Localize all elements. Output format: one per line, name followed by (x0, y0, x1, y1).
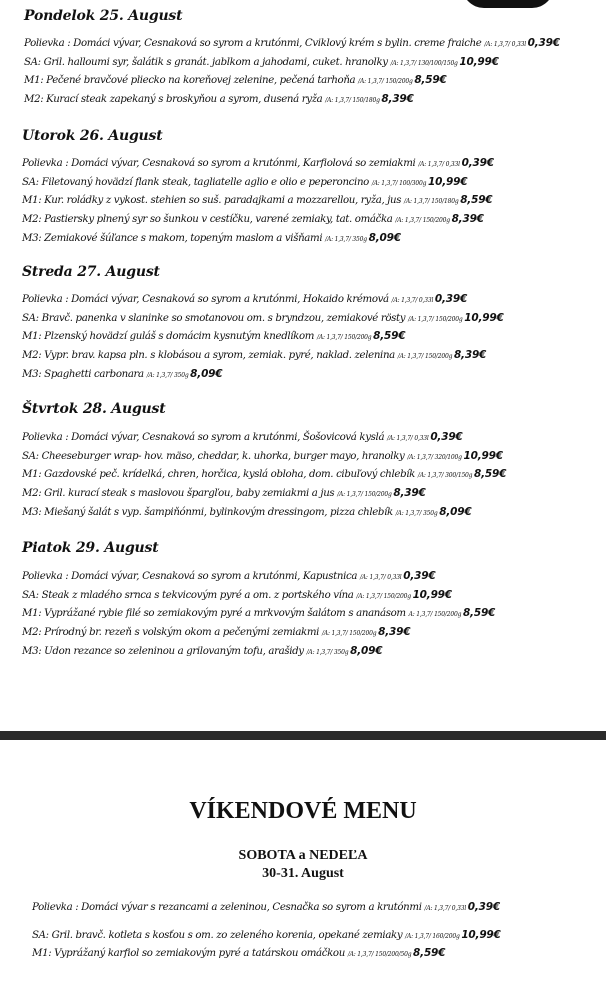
item-price: 8,59€ (474, 468, 507, 481)
item-text: M1: Plzenský hovädzí guláš s domácim kysnutým knedlíkom (22, 331, 317, 343)
menu-item (0, 72, 606, 91)
item-meta: /A: 1,3,7/ 160/200g (405, 932, 462, 940)
menu-item (0, 504, 606, 523)
item-price: 8,59€ (413, 947, 446, 960)
menu-item (0, 291, 606, 310)
item-meta: /A: 1,3,7/ 150/200g (321, 630, 379, 638)
menu-item (0, 35, 606, 54)
item-price: 8,09€ (368, 231, 401, 244)
item-price: 0,39€ (434, 293, 468, 305)
item-text: SA: Filetovaný hovädzí flank steak, tagliatelle aglio e olio e peperoncino (22, 176, 372, 188)
item-price: 8,09€ (190, 367, 223, 380)
day-title: Streda 27. August (22, 264, 160, 280)
day-title: Piatok 29. August (22, 540, 159, 556)
item-text: M2: Vypr. brav. kapsa pln. s klobásou a syrom, zemiak. pyré, naklad. zelenina (22, 350, 398, 362)
item-text: M3: Miešaný šalát s vyp. šampiňónmi, bylinkovým dressingom, pizza chlebík (22, 506, 396, 518)
item-price: 0,39€ (467, 901, 500, 913)
item-text: M1: Gazdovské peč. krídelká, chren, horčica, kyslá obloha, dom. cibuľový chlebík (22, 469, 418, 481)
item-text: SA: Bravč. panenka v slaninke so smotanovou om. s bryndzou, zemiakové rösty (22, 312, 409, 324)
item-price: 8,39€ (378, 626, 411, 639)
item-meta: /A: 1,3,7/ 150/200g (358, 78, 415, 86)
item-text: M2: Gril. kurací steak s maslovou špargľou, baby zemiakmi a jus (22, 488, 338, 500)
item-price: 0,39€ (430, 431, 463, 443)
item-meta: /A: 1,3,7/ 150/200g (317, 334, 374, 342)
item-meta: /A: 1,3,7/ 150/200g (395, 217, 452, 225)
item-price: 8,59€ (460, 194, 493, 207)
item-price: 0,39€ (403, 570, 436, 582)
item-meta: /A: 1,3,7/ 0,33l (359, 574, 404, 581)
item-meta: /A: 1,3,7/ 0,33l (391, 297, 435, 304)
item-price: 8,39€ (451, 213, 484, 226)
item-price: 0,39€ (461, 157, 494, 169)
item-text: M1: Pečené bravčové pliecko na koreňovej zelenine, pečená tarhoňa (24, 75, 359, 87)
menu-item (0, 899, 606, 918)
item-price: 8,59€ (414, 74, 447, 87)
menu-item (0, 429, 606, 448)
item-text: SA: Gril. halloumi syr, šalátik s granát. jablkom a jahodami, cuket. hranolky (24, 56, 391, 68)
item-text: Polievka : Domáci vývar, Cesnaková so syrom a krutónmi, Hokaido krémová (22, 294, 392, 305)
day-title: Pondelok 25. August (24, 8, 183, 24)
item-meta: /A: 1,3,7/ 0,33l (418, 161, 462, 168)
item-price: 8,39€ (453, 349, 487, 362)
item-meta: /A: 1,3,7/ 150/200/50g (347, 951, 414, 959)
item-meta: /A: 1,3,7/ 150/200g (408, 315, 465, 323)
weekend-days-label: SOBOTA a NEDEĽA (238, 848, 368, 863)
item-text: M1: Kur. roládky z vykost. stehien so suš. paradajkami a mozzarellou, ryža, jus (22, 195, 405, 207)
menu-item (0, 945, 606, 964)
weekend-dates: 30-31. August (262, 866, 344, 881)
item-meta: /A: 1,3,7/ 350g (306, 648, 351, 656)
item-price: 8,09€ (350, 644, 383, 657)
menu-item (0, 587, 606, 606)
day-section-wednesday (0, 262, 606, 385)
item-meta: /A: 1,3,7/ 150/180g (325, 97, 382, 105)
item-text: Polievka : Domáci vývar, Cesnaková so syrom a krutónmi, Šošovicová kyslá (22, 432, 388, 443)
menu-item (0, 927, 606, 946)
menu-item (0, 155, 606, 174)
item-price: 8,59€ (462, 607, 496, 620)
menu-item (0, 211, 606, 230)
menu-item (0, 466, 606, 485)
menu-item (0, 54, 606, 73)
item-meta: /A: 1,3,7/ 150/200g (337, 491, 394, 499)
item-meta: /A: 1,3,7/ 150/200g (397, 353, 454, 361)
item-meta: /A: 1,3,7/ 150/200g (356, 592, 413, 600)
menu-item (0, 485, 606, 504)
menu-item (0, 448, 606, 467)
item-text: M2: Prírodný br. rezeň s volským okom a pečenými zemiakmi (22, 627, 322, 639)
day-section-tuesday (0, 126, 606, 249)
item-meta: /A: 1,3,7/ 0,33l (424, 905, 468, 912)
day-section-monday (0, 6, 606, 110)
item-meta: /A: 1,3,7/ 130/100/150g (390, 59, 460, 67)
item-text: M3: Udon rezance so zeleninou a grilovaným tofu, arašidy (22, 645, 307, 657)
item-price: 10,99€ (461, 928, 501, 941)
item-meta: /A: 1,3,7/ 0,33l (484, 41, 528, 48)
item-text: Polievka : Domáci vývar, Cesnaková so syrom a krutónmi, Cviklový krém s bylin. creme fraiche (24, 38, 485, 49)
item-text: M3: Zemiakové šúľance s makom, topeným maslom a višňami (22, 232, 326, 244)
item-text: Polievka : Domáci vývar, Cesnaková so syrom a krutónmi, Kapustnica (22, 571, 360, 582)
item-price: 10,99€ (463, 449, 503, 462)
item-price: 10,99€ (427, 175, 468, 188)
menu-item (0, 230, 606, 249)
item-price: 0,39€ (527, 37, 560, 49)
menu-item (0, 366, 606, 385)
menu-item (0, 643, 606, 662)
menu-item (0, 192, 606, 211)
item-meta: A: 1,3,7/ 150/200g (408, 611, 463, 619)
item-text: M1: Vyprážaný karfiol so zemiakovým pyré a tatárskou omáčkou (32, 948, 348, 960)
item-meta: /A: 1,3,7/ 100/300g (371, 179, 428, 187)
item-price: 8,59€ (373, 330, 406, 343)
weekend-items (0, 899, 606, 964)
menu-item (0, 347, 606, 366)
menu-item (0, 174, 606, 193)
day-title: Utorok 26. August (22, 128, 163, 144)
item-price: 8,09€ (439, 505, 472, 518)
item-text: M2: Pastiersky plnený syr so šunkou v cestíčku, varené zemiaky, tat. omáčka (22, 214, 396, 226)
day-title: Štvrtok 28. August (22, 401, 166, 417)
item-price: 10,99€ (459, 55, 499, 68)
day-section-thursday (0, 399, 606, 523)
item-text: SA: Gril. bravč. kotleta s kosťou s om. zo zeleného korenia, opekané zemiaky (32, 929, 406, 941)
item-price: 8,39€ (393, 487, 426, 500)
weekend-title: VÍKENDOVÉ MENU (189, 798, 417, 824)
menu-item (0, 328, 606, 347)
item-text: Polievka : Domáci vývar s rezancami a zeleninou, Cesnačka so syrom a krutónmi (32, 902, 425, 913)
menu-item (0, 91, 606, 110)
section-divider (0, 731, 606, 740)
menu-item (0, 568, 606, 587)
day-section-friday (0, 538, 606, 662)
item-text: Polievka : Domáci vývar, Cesnaková so syrom a krutónmi, Karfiolová so zemiakmi (22, 158, 419, 169)
item-meta: /A: 1,3,7/ 0,33l (387, 435, 431, 442)
item-meta: /A: 1,3,7/ 300/150g (417, 472, 475, 480)
item-price: 10,99€ (412, 588, 452, 601)
item-text: SA: Steak z mladého srnca s tekvicovým pyré a om. z portského vína (22, 589, 357, 601)
item-price: 10,99€ (464, 311, 504, 324)
item-text: M3: Spaghetti carbonara (22, 368, 147, 380)
item-text: M1: Vyprážané rybie filé so zemiakovým pyré a mrkvovým šalátom s ananásom (22, 608, 409, 620)
item-meta: /A: 1,3,7/ 150/180g (404, 198, 461, 206)
menu-item (0, 624, 606, 643)
menu-item (0, 310, 606, 329)
item-price: 8,39€ (381, 93, 414, 106)
item-text: SA: Cheeseburger wrap- hov. mäso, cheddar, k. uhorka, burger mayo, hranolky (22, 450, 408, 462)
item-meta: /A: 1,3,7/ 350g (325, 235, 369, 243)
item-text: M2: Kurací steak zapekaný s broskyňou a syrom, dusená ryža (24, 94, 326, 106)
item-meta: /A: 1,3,7/ 320/100g (407, 453, 464, 461)
item-meta: /A: 1,3,7/ 350g (395, 509, 440, 517)
item-meta: /A: 1,3,7/ 350g (146, 371, 191, 379)
menu-item (0, 605, 606, 624)
